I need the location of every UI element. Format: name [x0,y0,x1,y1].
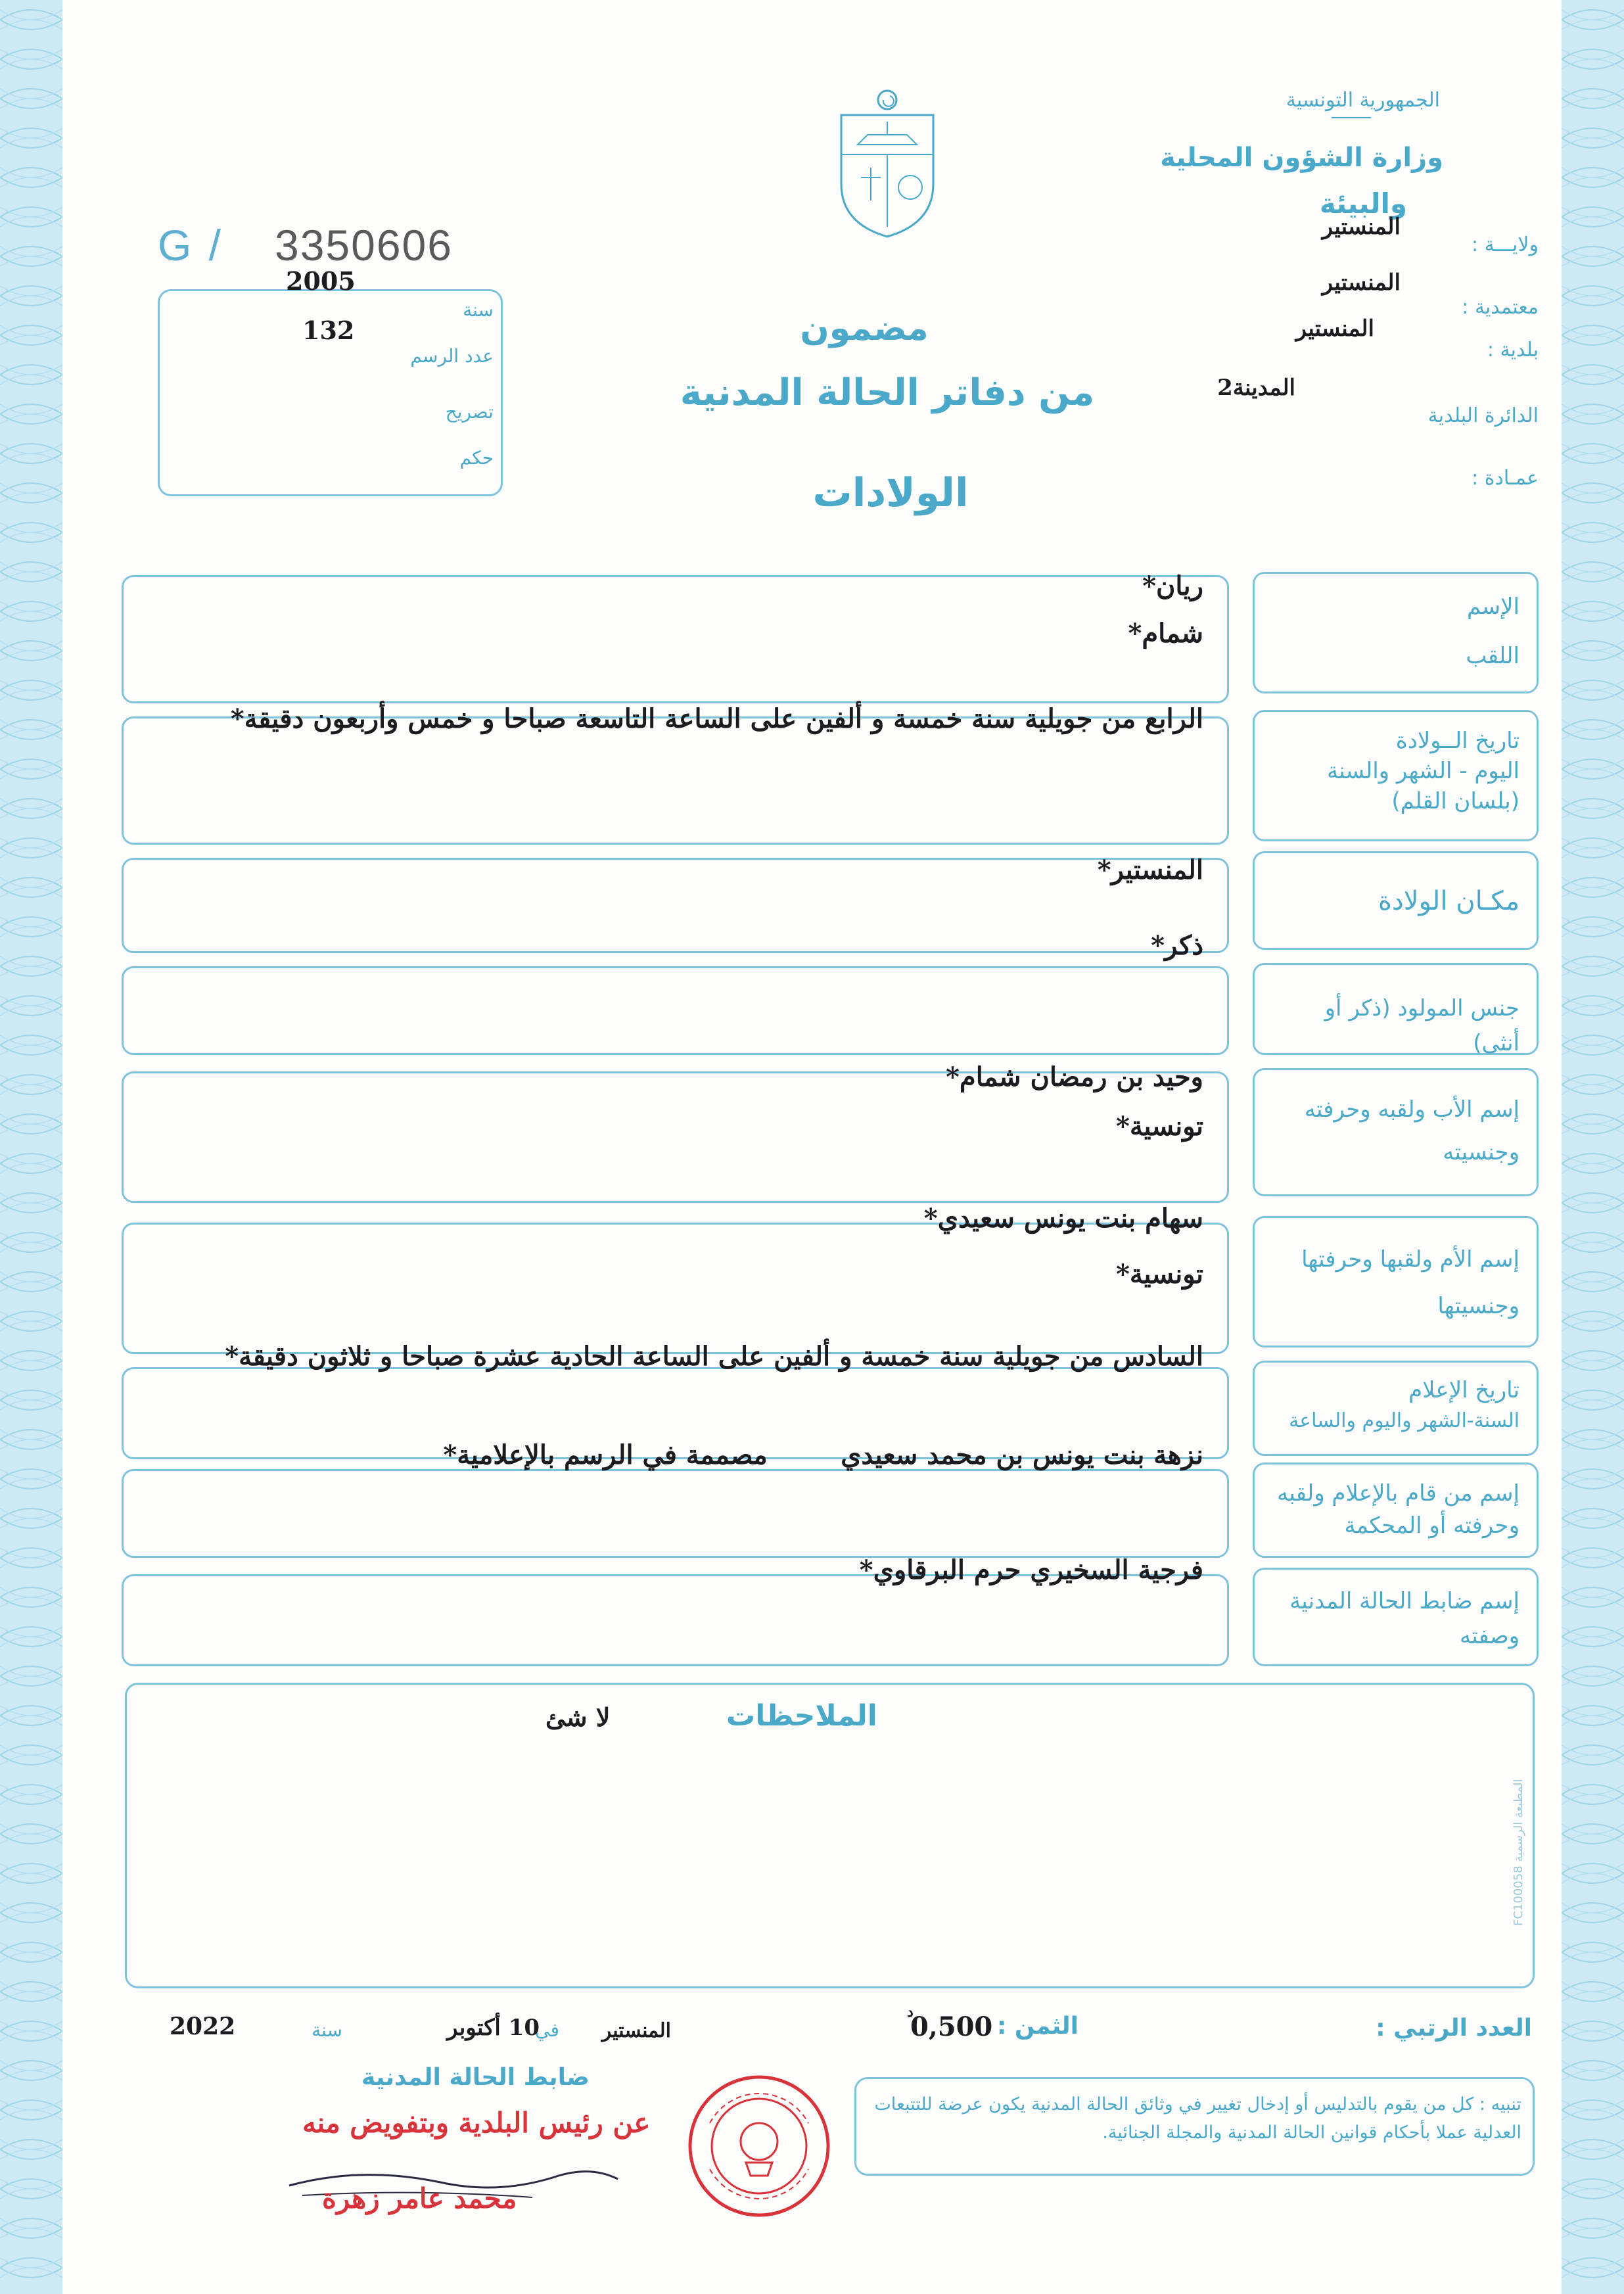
declarant-value: نزهة بنت يونس بن محمد سعيدي مصممة في الرسم بالإعلامية* [443,1440,1203,1470]
municipality-seal-stamp [684,2071,835,2222]
remarks-label: الملاحظات [726,1699,877,1733]
birth-date-value: الرابع من جويلية سنة خمسة و ألفين على الساعة التاسعة صباحا و خمس وأربعون دقيقة* [230,703,1203,734]
name-label-box [1253,572,1539,693]
mother-name-value: سهام بنت يونس سعيدي* [923,1203,1203,1234]
birth-date-value-box [122,716,1229,845]
father-nationality-label: وجنسيته [1443,1138,1520,1165]
officer-label-box [1253,1568,1539,1666]
district-value: المدينة2 [1217,375,1295,401]
district-label: الدائرة البلدية [1427,404,1539,427]
name-value-box [122,575,1229,703]
price-value: 0,500 [910,2011,993,2042]
footer-year-label: سنة [312,2019,342,2041]
birth-place-label: مكـان الولادة [1378,886,1520,916]
sex-value-box [122,966,1229,1055]
declarant-label-box [1253,1463,1539,1558]
header-divider [1332,117,1371,118]
officer-value: فرجية السخيري حرم البرقاوي* [859,1555,1203,1585]
declaration-date-label: تاريخ الإعلام [1408,1377,1520,1403]
date-prefix: في [535,2019,559,2041]
declarant-value-box [122,1469,1229,1558]
act-number-label: عدد الرسم [410,345,494,367]
birth-place-value: المنستير* [1097,854,1203,885]
birth-date-label-box [1253,710,1539,841]
officer-value-box [122,1574,1229,1666]
declaration-date-sublabel: السنة-الشهر واليوم والساعة [1289,1409,1520,1433]
birth-place-label-box [1253,851,1539,950]
printer-mark: المطبعة الرسمية FC100058 [1512,1779,1525,1926]
mother-label-box [1253,1216,1539,1347]
delegation-value: المنستير [1322,269,1401,296]
ministry-name-line2: والبيئة [1319,187,1407,220]
right-guilloche-border [1562,0,1624,2294]
sex-label-box [1253,963,1539,1055]
name-label: الإسم [1467,594,1520,620]
price-unit: د [907,2003,914,2021]
left-guilloche-border [0,0,62,2294]
first-name-value: ريان* [1142,571,1203,601]
registry-prefix: G / [158,221,224,269]
delegation-label: معتمدية : [1462,296,1539,319]
municipality-value: المنستير [1295,316,1374,342]
sex-label: جنس المولود (ذكر أو أنثى) [1324,995,1520,1056]
title-content: مضمون [800,309,929,348]
father-nationality-value: تونسية* [1115,1111,1203,1142]
date-value: 10 أكتوبر [447,2015,540,2041]
mother-value-box [122,1223,1229,1354]
governorate-label: ولايـــة : [1471,233,1539,256]
declaration-date-value: السادس من جويلية سنة خمسة و ألفين على الساعة الحادية عشرة صباحا و ثلاثون دقيقة* [225,1341,1203,1372]
declaration-label: تصريح [445,401,494,423]
declaration-date-label-box [1253,1361,1539,1456]
republic-name: الجمهورية التونسية [1286,89,1440,112]
place-value: المنستير [601,2019,671,2042]
father-label-box [1253,1068,1539,1196]
birth-date-sublabel: اليوم - الشهر والسنة [1327,757,1520,784]
surname-label: اللقب [1466,642,1520,669]
ministry-name: وزارة الشؤون المحلية [1160,143,1443,173]
mother-nationality-value: تونسية* [1115,1259,1203,1290]
delegation-stamp-line1: عن رئيس البلدية وبتفويض منه [302,2107,651,2139]
mother-nationality-label: وجنسيتها [1437,1293,1520,1320]
legal-notice: تنبيه : كل من يقوم بالتدليس أو إدخال تغيير في وثائق الحالة المدنية يكون عرضة للتتبعات العدلية عملا بأحكام قوانين الحالة المدنية والمجلة الجنائية. [874,2094,1521,2143]
officer-label: إسم ضابط الحالة المدنية [1289,1588,1520,1614]
title-births: الولادات [812,470,969,516]
title-from-registers: من دفاتر الحالة المدنية [680,371,1095,414]
price-label: الثمن : [996,2013,1079,2040]
municipality-label: بلدية : [1487,339,1539,362]
tunisia-coat-of-arms-emblem [828,85,946,240]
birth-date-label: تاريخ الــولادة [1395,728,1520,754]
birth-date-sublabel-words: (بلسان القلم) [1391,787,1520,814]
act-number-value: 132 [302,316,355,345]
serial-number-label: العدد الرتبي : [1376,2015,1532,2042]
declarant-sublabel: وحرفته أو المحكمة [1344,1512,1520,1539]
officer-title: ضابط الحالة المدنية [361,2064,590,2091]
year-value: 2005 [286,266,356,296]
declarant-label: إسم من قام بالإعلام ولقبه [1277,1480,1520,1507]
officer-sublabel: وصفته [1460,1622,1520,1649]
father-label: إسم الأب ولقبه وحرفته [1304,1096,1520,1123]
last-name-value: شمام* [1128,618,1203,649]
registry-number: 3350606 [275,221,453,269]
sector-label: عمـادة : [1472,467,1539,490]
year-label: سنة [463,299,494,321]
delegation-stamp-line2: محمد عامر زهرة [322,2182,517,2214]
sex-value: ذكر* [1151,930,1203,961]
father-name-value: وحيد بن رمضان شمام* [946,1062,1203,1092]
judgment-label: حكم [459,447,494,469]
footer-year-value: 2022 [170,2013,236,2040]
birth-place-value-box [122,858,1229,953]
remarks-value: لا شئ [545,1702,611,1732]
governorate-value: المنستير [1322,214,1401,240]
mother-label: إسم الأم ولقبها وحرفتها [1301,1246,1520,1273]
